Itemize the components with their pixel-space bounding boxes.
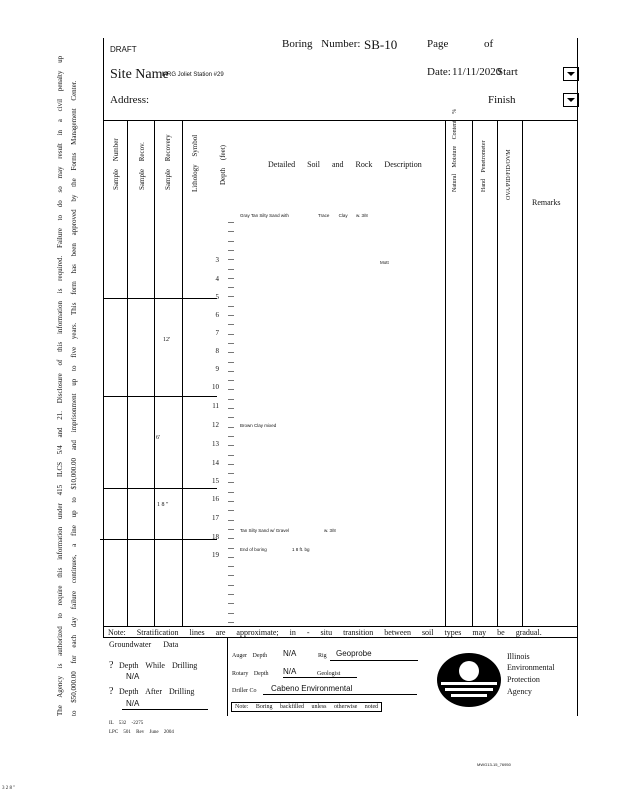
col-divider xyxy=(472,120,473,626)
depth-minor-tick xyxy=(228,399,234,400)
col-sample-recov: Sample Recov. xyxy=(138,142,146,190)
sample-separator xyxy=(103,298,217,299)
depth-minor-tick xyxy=(228,315,234,316)
desc-text: w. 3/8 xyxy=(356,213,368,218)
site-name-value: MRG Joliet Station #29 xyxy=(162,72,224,78)
geologist-underline xyxy=(283,677,357,678)
depth-minor-tick xyxy=(228,603,234,604)
depth-minor-tick xyxy=(228,529,234,530)
stratification-rule xyxy=(103,626,578,627)
of-label: of xyxy=(484,38,494,50)
address-label: Address: xyxy=(110,94,150,106)
boring-number-value: SB-10 xyxy=(364,37,398,52)
depth-minor-tick xyxy=(228,324,234,325)
date-label: Date: xyxy=(427,66,451,78)
depth-tick: 19 xyxy=(212,551,219,559)
desc-text: Trace Clay xyxy=(318,213,348,218)
auger-value: N/A xyxy=(283,649,297,658)
depth-tick: 10 xyxy=(212,383,219,391)
rig-label: Rig xyxy=(318,653,327,659)
desc-text: w. 3/8 xyxy=(324,528,336,533)
depth-minor-tick xyxy=(228,343,234,344)
col-divider xyxy=(154,120,155,626)
groundwater-divider xyxy=(227,638,228,716)
depth-tick: 16 xyxy=(212,495,219,503)
groundwater-title: Groundwater Data xyxy=(109,640,179,649)
left-dash xyxy=(100,539,104,540)
col-lithology: Lithology Symbol xyxy=(191,134,199,192)
depth-tick: 18 xyxy=(212,533,219,541)
depth-minor-tick xyxy=(228,250,234,251)
sample-separator xyxy=(103,488,217,489)
depth-tick: 14 xyxy=(212,459,219,467)
depth-minor-tick xyxy=(228,259,234,260)
while-drilling-label: Depth While Drilling xyxy=(119,661,198,670)
depth-minor-tick xyxy=(228,241,234,242)
depth-minor-tick xyxy=(228,445,234,446)
depth-minor-tick xyxy=(228,362,234,363)
desc-text: Tan Silty Sand w/ Gravel xyxy=(240,528,290,533)
desc-text: Brown Clay mixed xyxy=(240,423,277,428)
top-rule xyxy=(103,120,578,121)
note-rule xyxy=(103,637,578,638)
depth-tick: 7 xyxy=(215,329,219,337)
after-drilling-label: Depth After Drilling xyxy=(119,687,195,696)
corner-mark: 3 2 8 " xyxy=(2,786,16,791)
col-depth: Depth (feet) xyxy=(219,144,227,185)
depth-minor-tick xyxy=(228,427,234,428)
depth-minor-tick xyxy=(228,334,234,335)
finish-label: Finish xyxy=(488,94,516,106)
depth-minor-tick xyxy=(228,594,234,595)
backfill-note: Note: Boring backfilled unless otherwise noted xyxy=(231,702,382,712)
col-divider xyxy=(182,120,183,626)
depth-tick: 8 xyxy=(215,347,219,355)
agency-name-2: Environmental xyxy=(507,663,555,672)
depth-minor-tick xyxy=(228,482,234,483)
form-id: IL 532 -2275 xyxy=(109,721,144,726)
after-underline xyxy=(122,709,208,710)
depth-minor-tick xyxy=(228,287,234,288)
recovery-value: 12' xyxy=(163,337,171,343)
driller-value: Cabeno Environmental xyxy=(271,684,353,693)
desc-text: End of boring xyxy=(240,547,267,552)
rig-value: Geoprobe xyxy=(336,649,372,658)
stratification-note: Note: Stratification lines are approximate; in - situ transition between soil types may be gradual. xyxy=(108,628,542,637)
desc-text: 1 8 ft. bg xyxy=(292,547,310,552)
rig-underline xyxy=(330,660,418,661)
depth-minor-tick xyxy=(228,306,234,307)
depth-minor-tick xyxy=(228,296,234,297)
file-code: MWG13-15_76950 xyxy=(477,762,511,767)
right-border xyxy=(577,38,578,716)
depth-minor-tick xyxy=(228,380,234,381)
site-name-label: Site Name xyxy=(110,67,169,82)
depth-minor-tick xyxy=(228,389,234,390)
agency-name-4: Agency xyxy=(507,687,532,696)
depth-minor-tick xyxy=(228,231,234,232)
depth-minor-tick xyxy=(228,436,234,437)
recovery-value: 1 8 " xyxy=(157,502,169,508)
form-revision: LPC 501 Rev June 2004 xyxy=(109,730,174,735)
desc-text: Gray Tan Silty Sand with xyxy=(240,213,289,218)
side-notice-2: to $50,000.00 for each day failure continues, a fine up to $10,000.00 and imprisonment up to five years. This form has been approved by the Forms Management Center. xyxy=(70,80,78,716)
col-moisture: Natural Moisture Content % xyxy=(452,108,458,192)
depth-minor-tick xyxy=(228,455,234,456)
col-ova: OVA/PID/FID/OVM xyxy=(506,149,512,200)
sample-separator xyxy=(103,539,217,540)
depth-minor-tick xyxy=(228,492,234,493)
col-sample-number: Sample Number xyxy=(112,138,120,190)
depth-minor-tick xyxy=(228,557,234,558)
depth-tick: 3 xyxy=(215,256,219,264)
depth-tick: 17 xyxy=(212,514,219,522)
driller-label: Driller Co xyxy=(232,688,257,694)
boring-number-label: Boring Number: xyxy=(282,38,361,50)
geologist-label: Geologist xyxy=(317,671,341,677)
col-remarks: Remarks xyxy=(532,198,561,207)
depth-minor-tick xyxy=(228,417,234,418)
col-divider xyxy=(497,120,498,626)
depth-minor-tick xyxy=(228,575,234,576)
desc-text: Mott xyxy=(380,260,389,265)
col-description: Detailed Soil and Rock Description xyxy=(268,160,422,169)
while-drilling-value: N/A xyxy=(126,672,140,681)
start-label: Start xyxy=(497,66,518,78)
date-value: 11/11/2020 xyxy=(452,66,502,78)
depth-minor-tick xyxy=(228,520,234,521)
depth-minor-tick xyxy=(228,585,234,586)
depth-minor-tick xyxy=(228,548,234,549)
question-icon: ? xyxy=(109,686,114,697)
depth-minor-tick xyxy=(228,371,234,372)
col-divider xyxy=(445,120,446,626)
rotary-label: Rotary Depth xyxy=(232,671,269,677)
depth-minor-tick xyxy=(228,408,234,409)
depth-minor-tick xyxy=(228,510,234,511)
depth-tick: 4 xyxy=(215,275,219,283)
depth-tick: 15 xyxy=(212,477,219,485)
col-divider xyxy=(522,120,523,626)
depth-minor-tick xyxy=(228,473,234,474)
depth-minor-tick xyxy=(228,352,234,353)
after-drilling-value: N/A xyxy=(126,699,140,708)
col-divider xyxy=(127,120,128,626)
depth-minor-tick xyxy=(228,538,234,539)
col-sample-recovery: Sample Recovery xyxy=(164,134,172,190)
depth-minor-tick xyxy=(228,278,234,279)
depth-tick: 11 xyxy=(212,402,219,410)
rotary-value: N/A xyxy=(283,667,297,676)
recovery-value: 6' xyxy=(156,435,161,441)
left-border xyxy=(103,38,104,638)
page-label: Page xyxy=(427,38,449,50)
depth-minor-tick xyxy=(228,613,234,614)
driller-underline xyxy=(263,694,417,695)
depth-tick: 5 xyxy=(215,293,219,301)
depth-tick: 13 xyxy=(212,440,219,448)
depth-tick: 9 xyxy=(215,365,219,373)
depth-minor-tick xyxy=(228,501,234,502)
draft-label: DRAFT xyxy=(110,45,137,54)
agency-logo-icon xyxy=(436,652,502,708)
depth-minor-tick xyxy=(228,222,234,223)
depth-tick: 6 xyxy=(215,311,219,319)
depth-minor-tick xyxy=(228,622,234,623)
depth-minor-tick xyxy=(228,269,234,270)
agency-name-1: Illinois xyxy=(507,652,530,661)
col-penetrometer: Hand Penetrometer xyxy=(481,140,487,192)
question-icon: ? xyxy=(109,660,114,671)
depth-minor-tick xyxy=(228,566,234,567)
depth-tick: 12 xyxy=(212,421,219,429)
side-notice-1: The Agency is authorized to require this information under 415 ILCS 5/4 and 21. Disclosure of this information is required. Failure to do so may result in a civil penalty up xyxy=(56,55,64,716)
agency-name-3: Protection xyxy=(507,675,540,684)
sample-separator xyxy=(103,396,217,397)
auger-label: Auger Depth xyxy=(232,653,268,659)
depth-minor-tick xyxy=(228,464,234,465)
